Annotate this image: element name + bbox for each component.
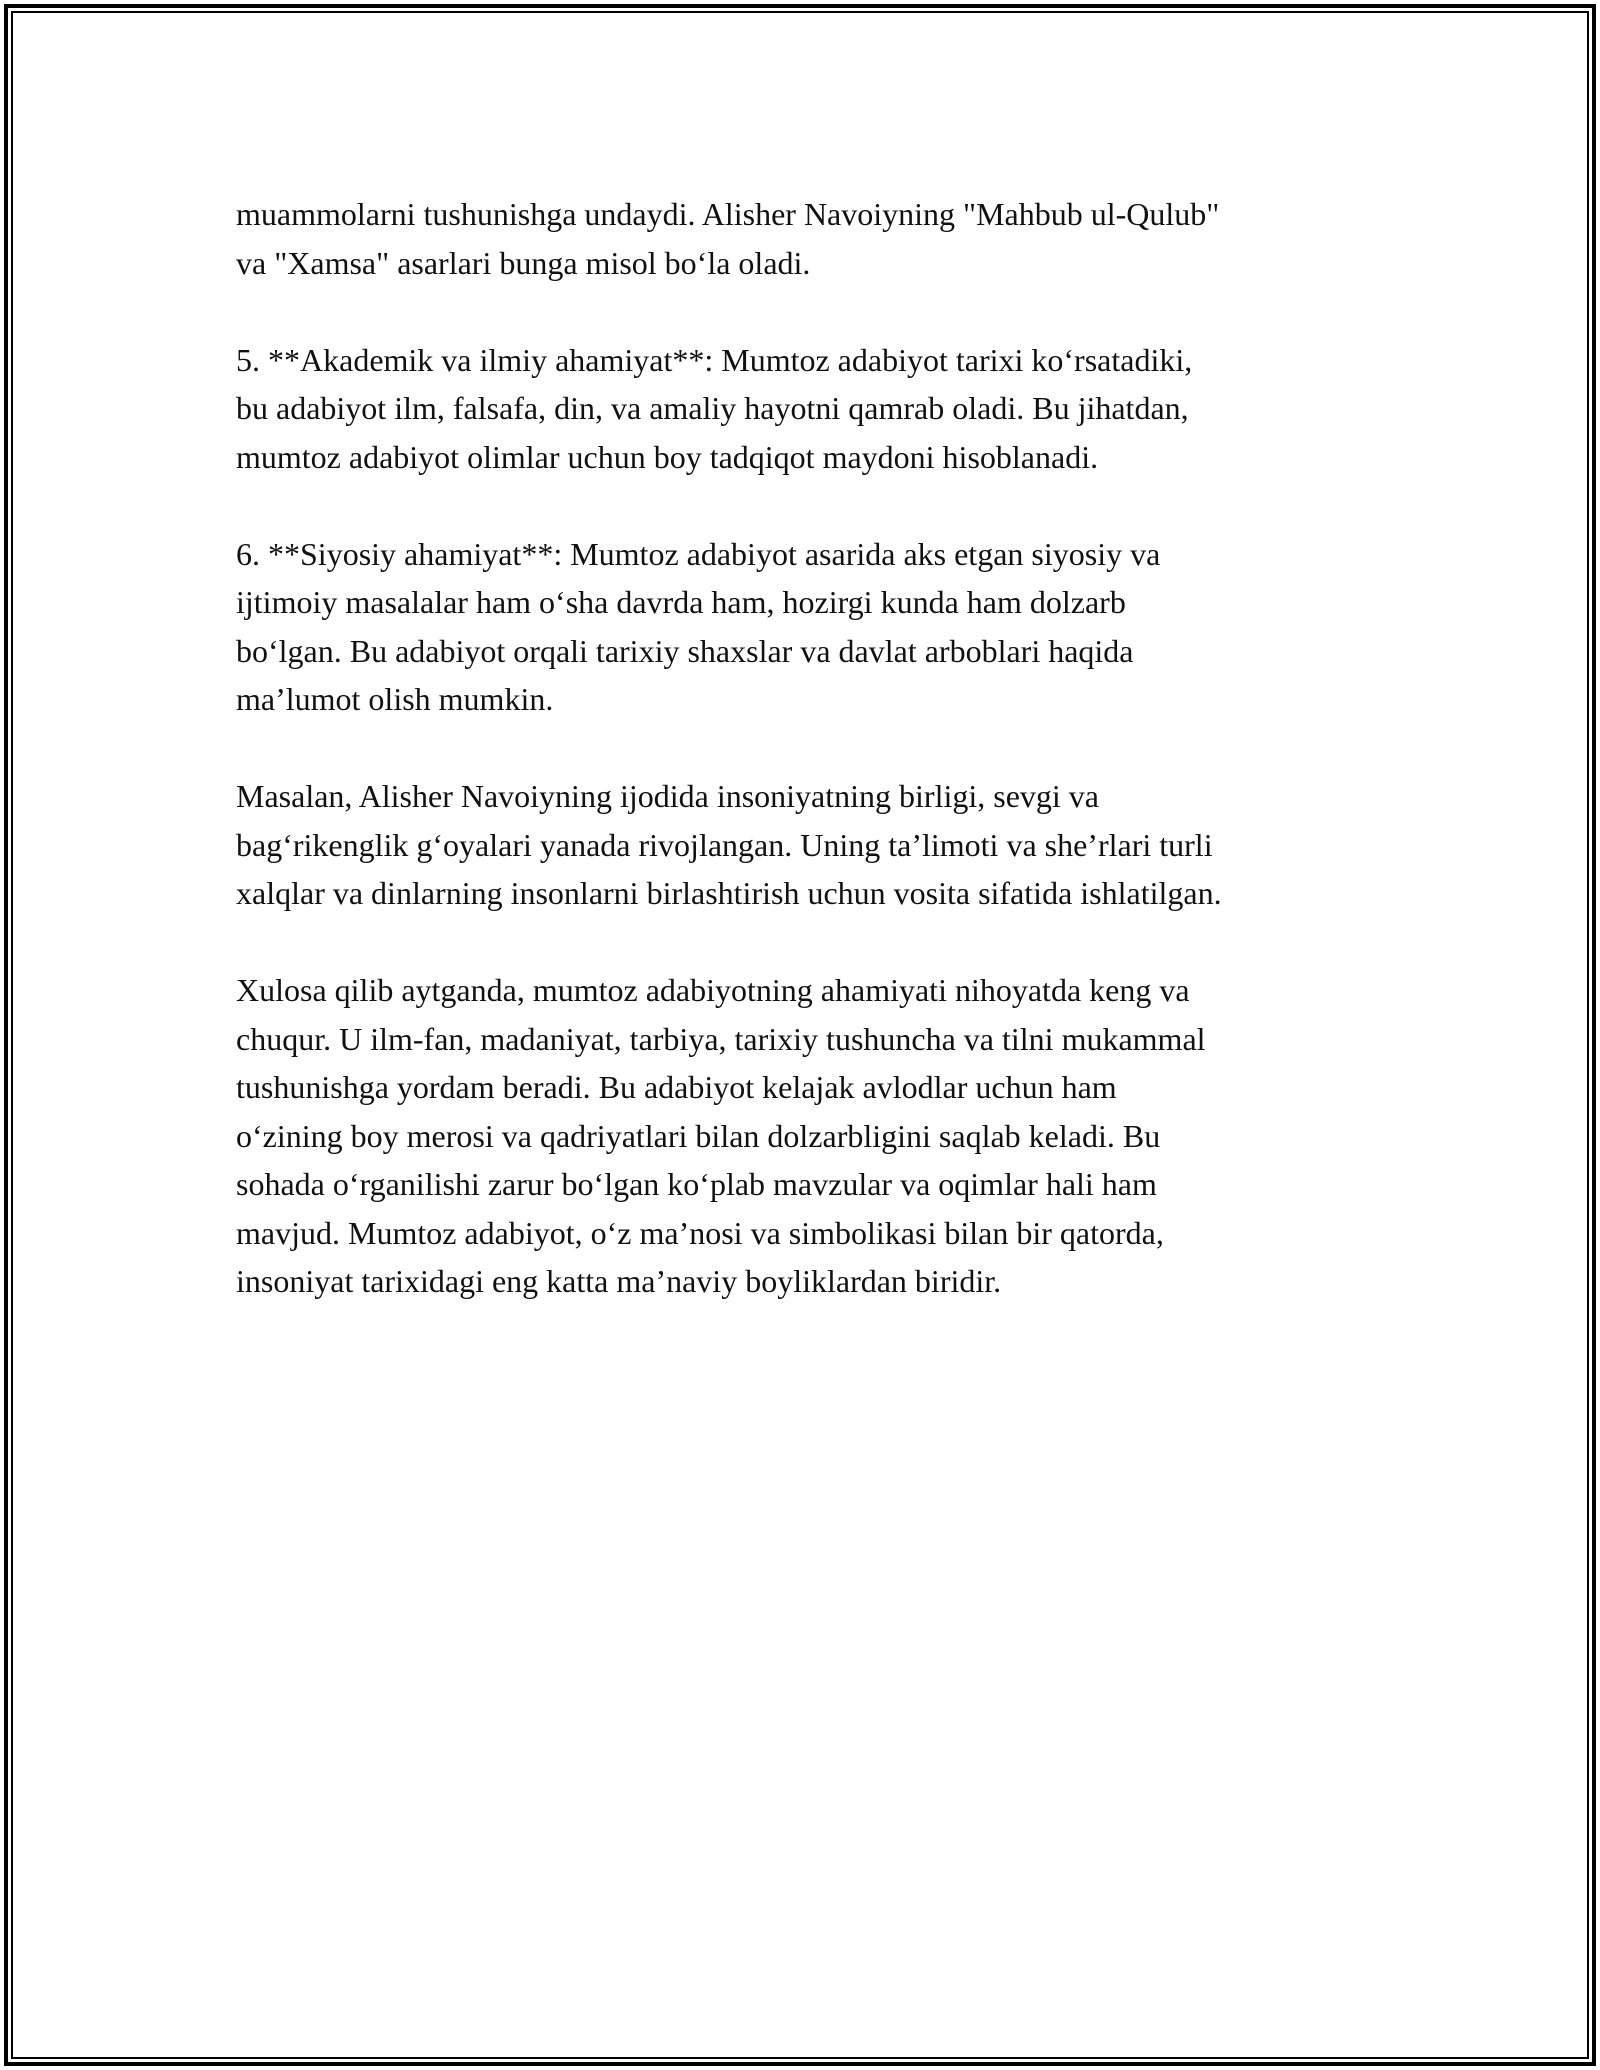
text-line: insoniyat tarixidagi eng katta ma’naviy boyliklardan biridir. [236,1263,1002,1299]
text-line: oʻzining boy merosi va qadriyatlari bilan dolzarbligini saqlab keladi. Bu [236,1117,1161,1154]
text-line: chuqur. U ilm-fan, madaniyat, tarbiya, tarixiy tushuncha va tilni mukammal [236,1020,1206,1057]
text-line: sohada oʻrganilishi zarur boʻlgan koʻplab mavzular va oqimlar hali ham [236,1166,1157,1202]
text-line: bu adabiyot ilm, falsafa, din, va amaliy hayotni qamrab oladi. Bu jihatdan, [236,390,1189,426]
text-line: bagʻrikenglik gʻoyalari yanada rivojlangan. Uning ta’limoti va she’rlari turli [236,826,1213,863]
text-line: ijtimoiy masalalar ham oʻsha davrda ham, hozirgi kunda ham dolzarb [236,584,1126,620]
text-line: tushunishga yordam beradi. Bu adabiyot kelajak avlodlar uchun ham [236,1069,1117,1105]
text-line: mavjud. Mumtoz adabiyot, oʻz ma’nosi va simbolikasi bilan bir qatorda, [236,1214,1164,1251]
text-line: mumtoz adabiyot olimlar uchun boy tadqiqot maydoni hisoblanadi. [236,438,1099,475]
text-line: 6. **Siyosiy ahamiyat**: Mumtoz adabiyot asarida aks etgan siyosiy va [236,535,1161,572]
text-line: boʻlgan. Bu adabiyot orqali tarixiy shaxslar va davlat arboblari haqida [236,632,1134,669]
paragraph-conclusion [236,966,1376,1306]
paragraph-academic-significance [236,336,1376,482]
text-line: Xulosa qilib aytganda, mumtoz adabiyotning ahamiyati nihoyatda keng va [236,972,1190,1008]
text-line: muammolarni tushunishga undaydi. Alisher Navoiyning "Mahbub ul-Qulub" [236,196,1220,232]
paragraph-political-significance [236,530,1376,724]
paragraph-intro-continuation [236,190,1376,287]
document-body [236,190,1376,1354]
paragraph-example [236,772,1376,918]
text-line: va "Xamsa" asarlari bunga misol boʻla oladi. [236,244,811,281]
text-line: ma’lumot olish mumkin. [236,681,554,717]
text-line: 5. **Akademik va ilmiy ahamiyat**: Mumtoz adabiyot tarixi koʻrsatadiki, [236,341,1193,378]
text-line: xalqlar va dinlarning insonlarni birlashtirish uchun vosita sifatida ishlatilgan. [236,875,1222,911]
text-line: Masalan, Alisher Navoiyning ijodida insoniyatning birligi, sevgi va [236,778,1099,814]
